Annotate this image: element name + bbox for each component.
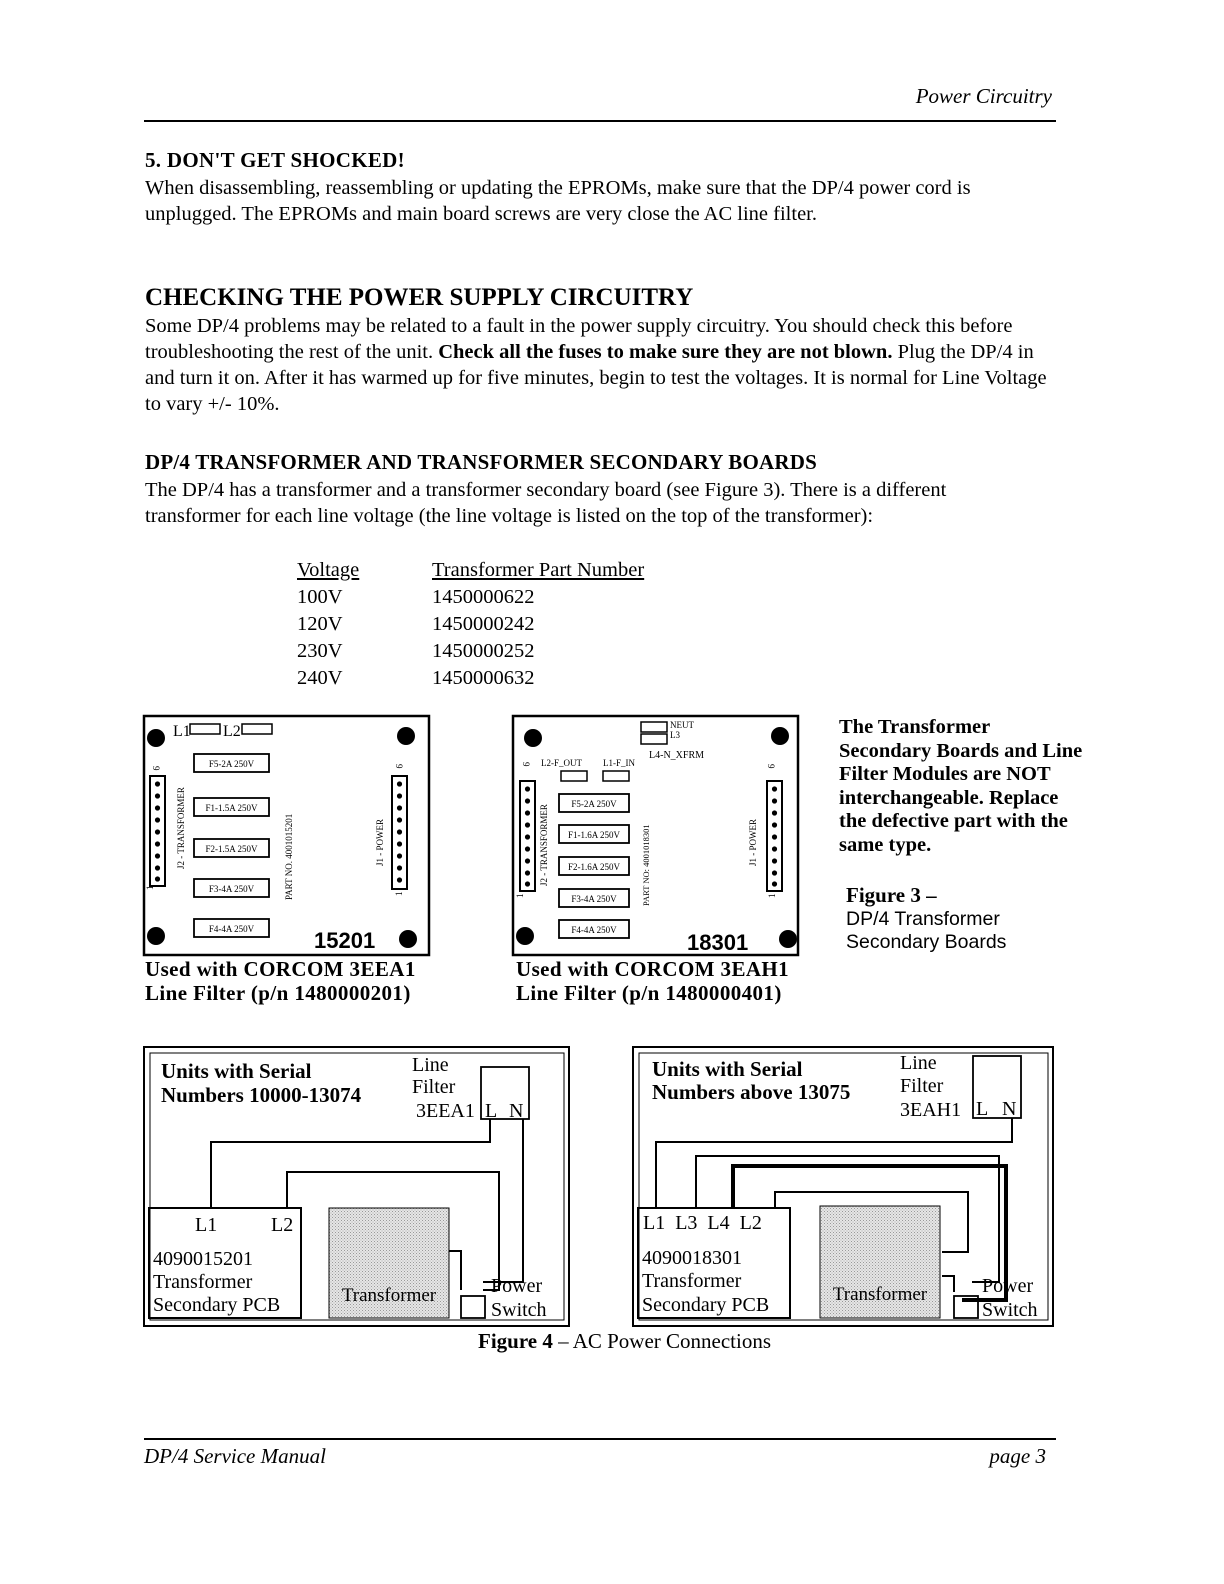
power-switch-box <box>461 1296 485 1318</box>
l1-terminal <box>190 724 220 734</box>
running-header: Power Circuitry <box>915 84 1052 108</box>
filter-n-terminal: N <box>1002 1098 1017 1120</box>
figure-4-label: Figure 4 <box>478 1329 553 1353</box>
fuse-f1-label: F1-1.6A 250V <box>567 830 621 840</box>
wire-transformer-to-switch <box>448 1251 461 1290</box>
table-row <box>297 638 644 665</box>
units-title-line1: Units with Serial <box>161 1059 312 1083</box>
mounting-hole <box>399 930 417 948</box>
table-header-row <box>297 557 644 584</box>
footer-rule <box>144 1438 1056 1440</box>
parts-table <box>297 557 644 692</box>
filter-l-terminal: L <box>485 1100 498 1122</box>
j1-pin9-label: 9 <box>766 764 776 769</box>
footer-page-number: page 3 <box>989 1444 1046 1468</box>
j2-pin9-label: 9 <box>521 762 531 767</box>
ac-wiring-diagram-b <box>632 1046 1056 1328</box>
pcb-part-number: 4090015201 <box>153 1248 253 1270</box>
fuse-f4-label: F4-4A 250V <box>208 924 255 934</box>
l1-label: L1 <box>173 723 191 740</box>
part-number-label: PART NO: 4001018301 <box>641 824 651 906</box>
board-15201-diagram <box>142 714 432 958</box>
part-number-cell: 1450000242 <box>432 613 535 635</box>
board-number: 18301 <box>687 930 749 955</box>
filter-label-line2: Filter <box>412 1076 456 1098</box>
mounting-hole <box>516 927 534 945</box>
figure-4-caption <box>478 1329 771 1354</box>
fuse-f4-label: F4-4A 250V <box>571 925 617 935</box>
transformer-section <box>145 450 1045 529</box>
filter-label-line3: 3EAH1 <box>900 1099 962 1121</box>
mounting-hole <box>397 727 415 745</box>
j1-power-label: J1 - POWER <box>748 819 758 866</box>
units-title-line1: Units with Serial <box>652 1057 803 1081</box>
filter-n-terminal: N <box>509 1100 524 1122</box>
filter-label-line3: 3EEA1 <box>416 1100 475 1122</box>
j1-pin9-label: 9 <box>394 764 404 769</box>
units-title-line2: Numbers above 13075 <box>652 1080 851 1104</box>
j1-pin1-label: 1 <box>394 891 404 896</box>
part-number-cell: 1450000622 <box>432 586 535 608</box>
fuse-f1-label: F1-1.5A 250V <box>205 803 258 813</box>
transformer-body: The DP/4 has a transformer and a transformer secondary board (see Figure 3). There is a different transformer for each line voltage (the line voltage is listed on the top of the transformer): <box>145 479 947 527</box>
board-18301-caption <box>516 957 789 1005</box>
pcb-terminals-label: L1 L3 L4 L2 <box>643 1212 762 1234</box>
fuse-f2-label: F2-1.6A 250V <box>567 862 621 872</box>
figure-3-label: Figure 3 – <box>846 883 937 907</box>
figure-3-caption-line2: Secondary Boards <box>846 931 1007 953</box>
fuse-f5-label: F5-2A 250V <box>571 799 617 809</box>
voltage-cell: 240V <box>297 667 343 689</box>
mounting-hole <box>524 729 542 747</box>
filter-label-line1: Line <box>900 1052 937 1074</box>
neut-terminal <box>641 722 667 732</box>
column-header: Voltage <box>297 559 360 581</box>
pcb-l2-label: L2 <box>271 1214 294 1236</box>
j1-pin1-label: 1 <box>767 893 777 898</box>
checking-text-b: Plug the DP/4 in and turn it on. After it has warmed up for five minutes, begin to test the voltages. It is normal for Line Voltage to vary +/- 10%. <box>145 341 1047 415</box>
mounting-hole <box>147 927 165 945</box>
j2-pin1-label: 1 <box>145 885 155 890</box>
l2-terminal <box>242 724 272 734</box>
warning-title: 5. DON'T GET SHOCKED! <box>145 148 405 172</box>
pcb-label-line3: Secondary PCB <box>642 1294 770 1316</box>
j1-power-label: J1 - POWER <box>375 819 385 866</box>
wire-n-to-switch <box>483 1119 523 1282</box>
checking-title: CHECKING THE POWER SUPPLY CIRCUITRY <box>145 284 694 311</box>
units-title-line2: Numbers 10000-13074 <box>161 1083 362 1107</box>
table-row <box>297 584 644 611</box>
figure-3-caption-line1: DP/4 Transformer <box>846 907 1000 930</box>
pcb-label-line2: Transformer <box>153 1271 253 1293</box>
board-15201-caption-line2: Line Filter (p/n 1480000201) <box>145 981 411 1005</box>
neut-label: NEUT <box>670 720 694 730</box>
l2-label: L2 <box>223 723 241 740</box>
wire-l-to-l1 <box>656 1118 1012 1208</box>
power-switch-label-line2: Switch <box>491 1299 547 1321</box>
warning-body: When disassembling, reassembling or updating the EPROMs, make sure that the DP/4 power cord is unplugged. The EPROMs and main board screws are very close the AC line filter. <box>145 177 971 225</box>
filter-label-line2: Filter <box>900 1075 944 1097</box>
j2-transformer-label: J2 - TRANSFORMER <box>539 804 549 886</box>
pcb-part-number: 4090018301 <box>642 1247 742 1269</box>
j2-pin9-label: 9 <box>151 766 161 771</box>
table-row <box>297 611 644 638</box>
column-header: Transformer Part Number <box>432 559 645 581</box>
header-rule <box>144 120 1056 122</box>
transformer-title: DP/4 TRANSFORMER AND TRANSFORMER SECONDARY BOARDS <box>145 450 817 474</box>
board-number: 15201 <box>314 928 376 953</box>
j1-pins <box>397 781 402 882</box>
transformer-label: Transformer <box>341 1285 437 1306</box>
fuse-f2-label: F2-1.5A 250V <box>205 844 258 854</box>
power-switch-label-line2: Switch <box>982 1299 1038 1321</box>
table-row <box>297 665 644 692</box>
wire-transformer-to-switch <box>942 1276 954 1292</box>
j2-transformer-label: J2 - TRANSFORMER <box>176 787 186 869</box>
l1-in-terminal <box>603 771 629 781</box>
board-15201-caption <box>145 957 416 1005</box>
l3-label: L3 <box>670 730 680 740</box>
checking-section <box>145 284 1055 417</box>
power-switch-label-line1: Power <box>982 1275 1034 1297</box>
l1-in-label: L1-F_IN <box>603 758 635 768</box>
checking-text-bold: Check all the fuses to make sure they are not blown. <box>438 341 893 363</box>
checking-body <box>145 313 1055 417</box>
part-number-cell: 1450000632 <box>432 667 535 689</box>
filter-l-terminal: L <box>976 1098 989 1120</box>
j1-pins <box>772 786 777 886</box>
filter-label-line1: Line <box>412 1054 449 1076</box>
interchangeable-note: The Transformer Secondary Boards and Line Filter Modules are NOT interchangeable. Replace the defective part with the same type. <box>839 716 1083 856</box>
j2-pins <box>525 786 530 886</box>
pcb-l1-label: L1 <box>195 1214 218 1236</box>
mounting-hole <box>779 930 797 948</box>
fuse-f3-label: F3-4A 250V <box>571 894 617 904</box>
figure-3-caption <box>846 884 1006 955</box>
mounting-hole <box>147 729 165 747</box>
voltage-cell: 120V <box>297 613 343 635</box>
fuse-f3-label: F3-4A 250V <box>208 884 255 894</box>
ac-wiring-diagram-a <box>143 1046 571 1328</box>
l3-terminal <box>641 734 667 744</box>
l2-out-label: L2-F_OUT <box>541 758 582 768</box>
board-18301-caption-line1: Used with CORCOM 3EAH1 <box>516 957 790 981</box>
j2-pin1-label: 1 <box>515 893 525 898</box>
footer-manual-title: DP/4 Service Manual <box>144 1444 326 1468</box>
part-number-label: PART NO. 4001015201 <box>284 813 294 900</box>
fuse-f5-label: F5-2A 250V <box>208 759 255 769</box>
voltage-cell: 100V <box>297 586 343 608</box>
transformer-label: Transformer <box>832 1284 928 1305</box>
l2-out-terminal <box>561 771 587 781</box>
board-15201-caption-line1: Used with CORCOM 3EEA1 <box>145 957 416 981</box>
wire-l-to-l1 <box>211 1119 490 1208</box>
mounting-hole <box>771 727 789 745</box>
figure-4-caption-text: – AC Power Connections <box>558 1329 772 1353</box>
voltage-cell: 230V <box>297 640 343 662</box>
board-18301-diagram <box>511 714 801 958</box>
l4-xfrm-label: L4-N_XFRM <box>649 750 705 761</box>
pcb-label-line3: Secondary PCB <box>153 1294 281 1316</box>
power-switch-label-line1: Power <box>491 1275 543 1297</box>
part-number-cell: 1450000252 <box>432 640 535 662</box>
j2-pins <box>155 781 160 881</box>
board-18301-caption-line2: Line Filter (p/n 1480000401) <box>516 981 782 1005</box>
pcb-label-line2: Transformer <box>642 1270 742 1292</box>
checking-text-a: Some DP/4 problems may be related to a fault in the power supply circuitry. You should check this before troubleshooting the rest of the unit. <box>145 315 1013 363</box>
warning-section <box>145 148 1065 227</box>
